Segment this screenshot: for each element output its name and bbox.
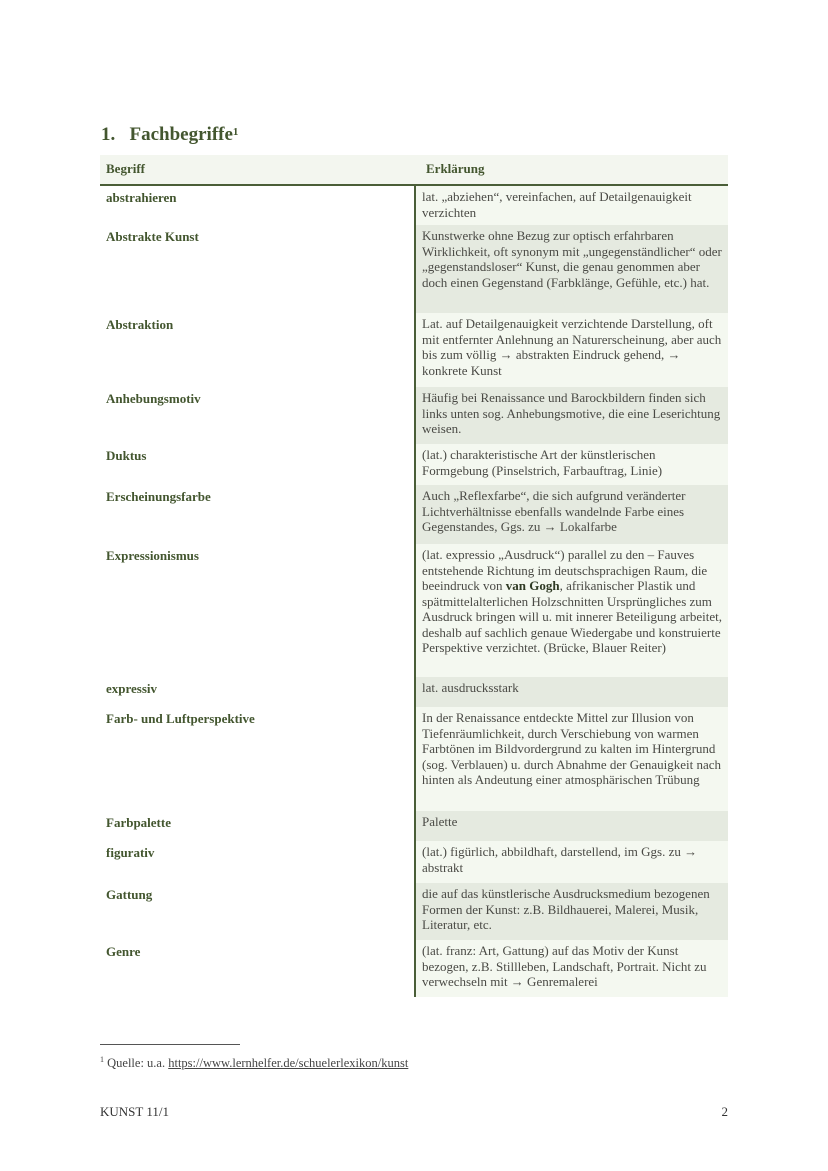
explanation-cell: (lat.) charakteristische Art der künstlerischen Formgebung (Pinselstrich, Farbauftrag, Linie) [414,444,728,485]
explanation-cell: In der Renaissance entdeckte Mittel zur Illusion von Tiefenräumlichkeit, durch Verschiebung von warmen Farbtönen im Bildvordergrund zu kalten im Hintergrund (sog. Verblauen) u. durch Abnahme der Genauigkeit nach hinten als Andeutung einer atmosphärischen Trübung [414,707,728,811]
footer-course: KUNST 11/1 [100,1104,169,1119]
table-header [100,155,728,186]
section-title: Fachbegriffe [129,124,233,145]
explanation-cell: (lat. franz: Art, Gattung) auf das Motiv der Kunst bezogen, z.B. Stillleben, Landschaft, Portrait. Nicht zu verwechseln mit → Genremalerei [414,940,728,997]
explanation-cell: lat. „abziehen“, vereinfachen, auf Detailgenauigkeit verzichten [414,186,728,225]
header-term: Begriff [106,161,145,176]
term-cell: Gattung [100,883,414,940]
table-row [100,811,728,841]
explanation-cell: (lat.) figürlich, abbildhaft, darstellend, im Ggs. zu → abstrakt [414,841,728,883]
explanation-cell: (lat. expressio „Ausdruck“) parallel zu den – Fauves entstehende Richtung im deutschsprachigen Raum, die beeindruck von van Gogh, afrikanischer Plastik und spätmittelalterlichen Holzschnitten Ursprüngliches zum Ausdruck bringen will u. mit innerer Beteiligung arbeitet, deshalb auf sachlich genaue Wiedergabe und konstruierte Perspektive verzichtet. (Brücke, Blauer Reiter) [414,544,728,677]
table-row [100,707,728,811]
table-row [100,313,728,387]
explanation-cell: Lat. auf Detailgenauigkeit verzichtende Darstellung, oft mit entfernter Anlehnung an Naturerscheinung, aber auch bis zum völlig → abstrakten Eindruck gehend, → konkrete Kunst [414,313,728,387]
explanation-cell: die auf das künstlerische Ausdrucksmedium bezogenen Formen der Kunst: z.B. Bildhauerei, Malerei, Musik, Literatur, etc. [414,883,728,940]
term-cell: Duktus [100,444,414,485]
table-row [100,677,728,707]
term-cell: Anhebungsmotiv [100,387,414,444]
footnote-divider [100,1044,240,1045]
table-row [100,444,728,485]
explanation-cell: lat. ausdrucksstark [414,677,728,707]
term-cell: Farbpalette [100,811,414,841]
term-cell: Genre [100,940,414,997]
explanation-cell: Palette [414,811,728,841]
table-row [100,387,728,444]
term-cell: Abstrakte Kunst [100,225,414,313]
explanation-cell: Häufig bei Renaissance und Barockbildern finden sich links unten sog. Anhebungsmotive, die eine Leserichtung weisen. [414,387,728,444]
table-row [100,940,728,997]
term-cell: Expressionismus [100,544,414,677]
section-heading [101,124,238,146]
footnote: $^1$ Quelle: u.a. https://www.lernhelfer.de/schuelerlexikon/kunst [100,1055,409,1071]
explanation-cell: Auch „Reflexfarbe“, die sich aufgrund veränderter Lichtverhältnisse ebenfalls wandelnde Farbe eines Gegenstandes, Ggs. zu → Lokalfarbe [414,485,728,544]
table-row [100,485,728,544]
source-link[interactable]: https://www.lernhelfer.de/schuelerlexikon/kunst [168,1056,409,1071]
explanation-cell: Kunstwerke ohne Bezug zur optisch erfahrbaren Wirklichkeit, oft synonym mit „ungegenständlicher“ oder „gegenstandsloser“ Kunst, die genau genommen aber doch einen Gegenstand (Farbklänge, Gefühle, etc.) hat. [414,225,728,313]
term-cell: Abstraktion [100,313,414,387]
table-row [100,841,728,883]
table-row [100,186,728,225]
term-cell: expressiv [100,677,414,707]
table-row [100,544,728,677]
term-cell: Erscheinungsfarbe [100,485,414,544]
table-row [100,883,728,940]
term-cell: figurativ [100,841,414,883]
emphasis: van Gogh [505,578,560,593]
footnote-ref: 1 [232,126,239,138]
section-number: 1. [101,124,116,145]
header-explanation: Erklärung [426,161,485,176]
term-cell: Farb- und Luftperspektive [100,707,414,811]
term-cell: abstrahieren [100,186,414,225]
page-number: 2 [721,1104,728,1119]
table-row [100,225,728,313]
glossary-table [100,155,728,997]
